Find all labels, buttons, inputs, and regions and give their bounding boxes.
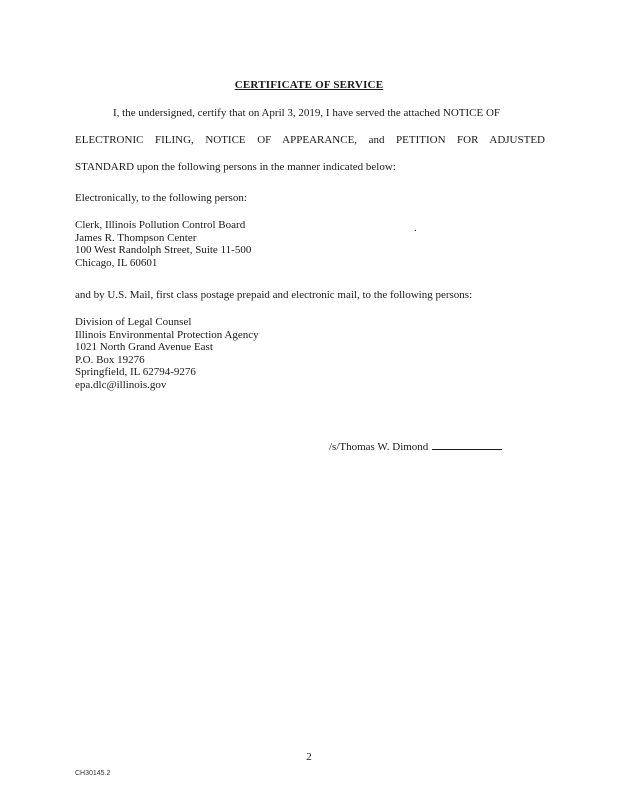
stray-mark: . (414, 222, 417, 234)
address-line: Division of Legal Counsel (75, 316, 192, 328)
recipient-iepa-address (75, 316, 259, 391)
address-line: Illinois Environmental Protection Agency (75, 328, 259, 341)
electronic-service-intro: Electronically, to the following person: (75, 192, 247, 204)
signature-line (329, 440, 502, 453)
recipient-clerk-address (75, 219, 251, 269)
intro-line-1: I, the undersigned, certify that on April 3, 2019, I have served the attached NOTICE OF (113, 107, 501, 119)
address-line: Springfield, IL 62794-9276 (75, 366, 196, 378)
document-id: CH30145.2 (75, 770, 111, 777)
address-line: James R. Thompson Center (75, 231, 197, 244)
address-line: Chicago, IL 60601 (75, 256, 158, 269)
email-address: epa.dlc@illinois.gov (75, 378, 167, 391)
signature-text: /s/Thomas W. Dimond (329, 441, 429, 453)
address-line: 100 West Randolph Street, Suite 11-500 (75, 244, 252, 256)
intro-line-3: STANDARD upon the following persons in the manner indicated below: (75, 161, 396, 173)
document-title: CERTIFICATE OF SERVICE (234, 79, 384, 91)
address-line: 1021 North Grand Avenue East (75, 341, 213, 353)
signature-blank (432, 440, 502, 450)
intro-line-2: ELECTRONIC FILING, NOTICE OF APPEARANCE, and PETITION FOR ADJUSTED (75, 134, 545, 146)
page-number: 2 (306, 751, 312, 763)
mail-service-intro: and by U.S. Mail, first class postage prepaid and electronic mail, to the following persons: (75, 289, 473, 301)
address-line: Clerk, Illinois Pollution Control Board (75, 219, 246, 231)
address-line: P.O. Box 19276 (75, 353, 145, 366)
